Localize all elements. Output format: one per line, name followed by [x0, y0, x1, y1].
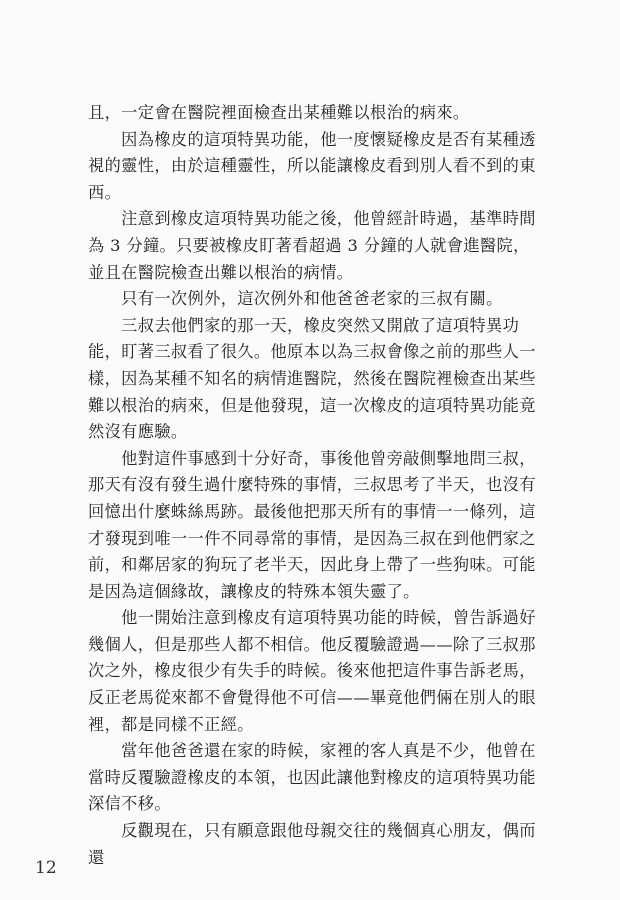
page-number: 12 [35, 858, 57, 878]
paragraph-2: 因為橡皮的這項特異功能，他一度懷疑橡皮是否有某種透視的靈性，由於這種靈性，所以能讓橡皮看到別人看不到的東西。 [88, 129, 536, 202]
paragraph-3: 注意到橡皮這項特異功能之後，他曾經計時過，基準時間為 3 分鐘。只要被橡皮盯著看超過 3 分鐘的人就會進醫院，並且在醫院檢查出難以根治的病情。 [88, 209, 536, 282]
paragraph-9: 反觀現在，只有願意跟他母親交往的幾個真心朋友，偶而還 [88, 821, 536, 867]
paragraph-1: 且，一定會在醫院裡面檢查出某種難以根治的病來。 [88, 103, 470, 122]
paragraph-6: 他對這件事感到十分好奇，事後他曾旁敲側擊地問三叔，那天有沒有發生過什麼特殊的事情，三叔思考了半天，也沒有回憶出什麼蛛絲馬跡。最後他把那天所有的事情一一條列，這才發現到唯一一件不同尋常的事情，是因為三叔在到他們家之前，和鄰居家的狗玩了老半天，因此身上帶了一些狗味。可能是因為這個緣故，讓橡皮的特殊本領失靈了。 [88, 448, 536, 601]
paragraph-4: 只有一次例外，這次例外和他爸爸老家的三叔有關。 [88, 289, 503, 309]
paragraph-8: 當年他爸爸還在家的時候，家裡的客人真是不少，他曾在當時反覆驗證橡皮的本領，也因此讓他對橡皮的這項特異功能深信不移。 [88, 741, 536, 814]
paragraph-7: 他一開始注意到橡皮有這項特異功能的時候，曾告訴過好幾個人，但是那些人都不相信。他反覆驗證過——除了三叔那次之外，橡皮很少有失手的時候。後來他把這件事告訴老馬，反正老馬從來都不會覺得他不可信——畢竟他們倆在別人的眼裡，都是同樣不正經。 [88, 608, 536, 734]
body-text [88, 100, 544, 871]
paragraph-5: 三叔去他們家的那一天，橡皮突然又開啟了這項特異功能，盯著三叔看了很久。他原本以為三叔會像之前的那些人一樣，因為某種不知名的病情進醫院，然後在醫院裡檢查出某些難以根治的病來，但是他發現，這一次橡皮的這項特異功能竟然沒有應驗。 [88, 315, 536, 442]
